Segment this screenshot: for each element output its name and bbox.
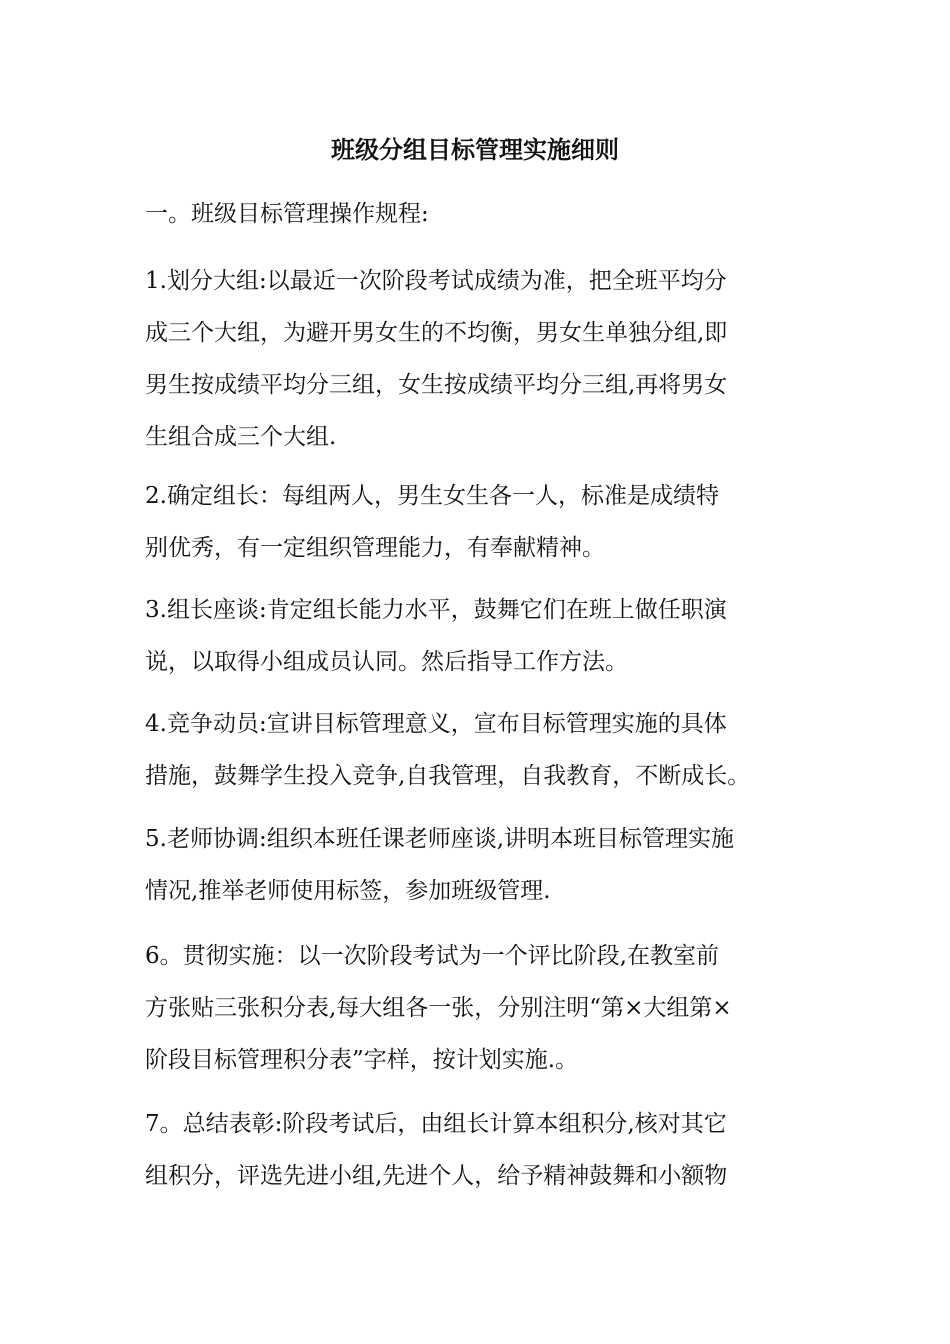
paragraph-line: 方张贴三张积分表,每大组各一张，分别注明“第×大组第× [145,995,732,1021]
paragraph-line: 5.老师协调:组织本班任课老师座谈,讲明本班目标管理实施 [145,826,735,852]
paragraph-line: 男生按成绩平均分三组，女生按成绩平均分三组,再将男女 [145,372,728,398]
paragraph-line: 阶段目标管理积分表”字样，按计划实施.。 [145,1047,579,1073]
section-heading-text: 一。班级目标管理操作规程: [145,201,429,227]
paragraph-5 [145,813,810,917]
paragraph-line: 7。总结表彰:阶段考试后，由组长计算本组积分,核对其它 [145,1111,727,1137]
paragraph-line: 情况,推举老师使用标签，参加班级管理. [145,878,551,904]
paragraph-line: 生组合成三个大组. [145,424,337,450]
paragraph-line: 1.划分大组:以最近一次阶段考试成绩为准，把全班平均分 [145,268,727,294]
paragraph-line: 别优秀，有一定组织管理能力，有奉献精神。 [145,535,605,561]
paragraph-6 [145,930,810,1086]
document-title: 班级分组目标管理实施细则 [331,136,619,164]
paragraph-line: 组积分，评选先进小组,先进个人，给予精神鼓舞和小额物 [145,1163,728,1189]
paragraph-line: 6。贯彻实施：以一次阶段考试为一个评比阶段,在教室前 [145,943,719,969]
paragraph-2 [145,470,810,574]
paragraph-line: 4.竞争动员:宣讲目标管理意义，宣布目标管理实施的具体 [145,711,727,737]
paragraph-line: 措施，鼓舞学生投入竞争,自我管理，自我教育，不断成长。 [145,763,751,789]
paragraph-7 [145,1098,810,1202]
paragraph-line: 2.确定组长：每组两人，男生女生各一人，标准是成绩特 [145,483,719,509]
section-heading [145,188,810,240]
paragraph-line: 成三个大组，为避开男女生的不均衡，男女生单独分组,即 [145,320,728,346]
paragraph-line: 3.组长座谈:肯定组长能力水平，鼓舞它们在班上做任职演 [145,597,727,623]
paragraph-3 [145,584,810,688]
paragraph-4 [145,698,810,802]
paragraph-1 [145,255,810,463]
paragraph-line: 说，以取得小组成员认同。然后指导工作方法。 [145,649,628,675]
